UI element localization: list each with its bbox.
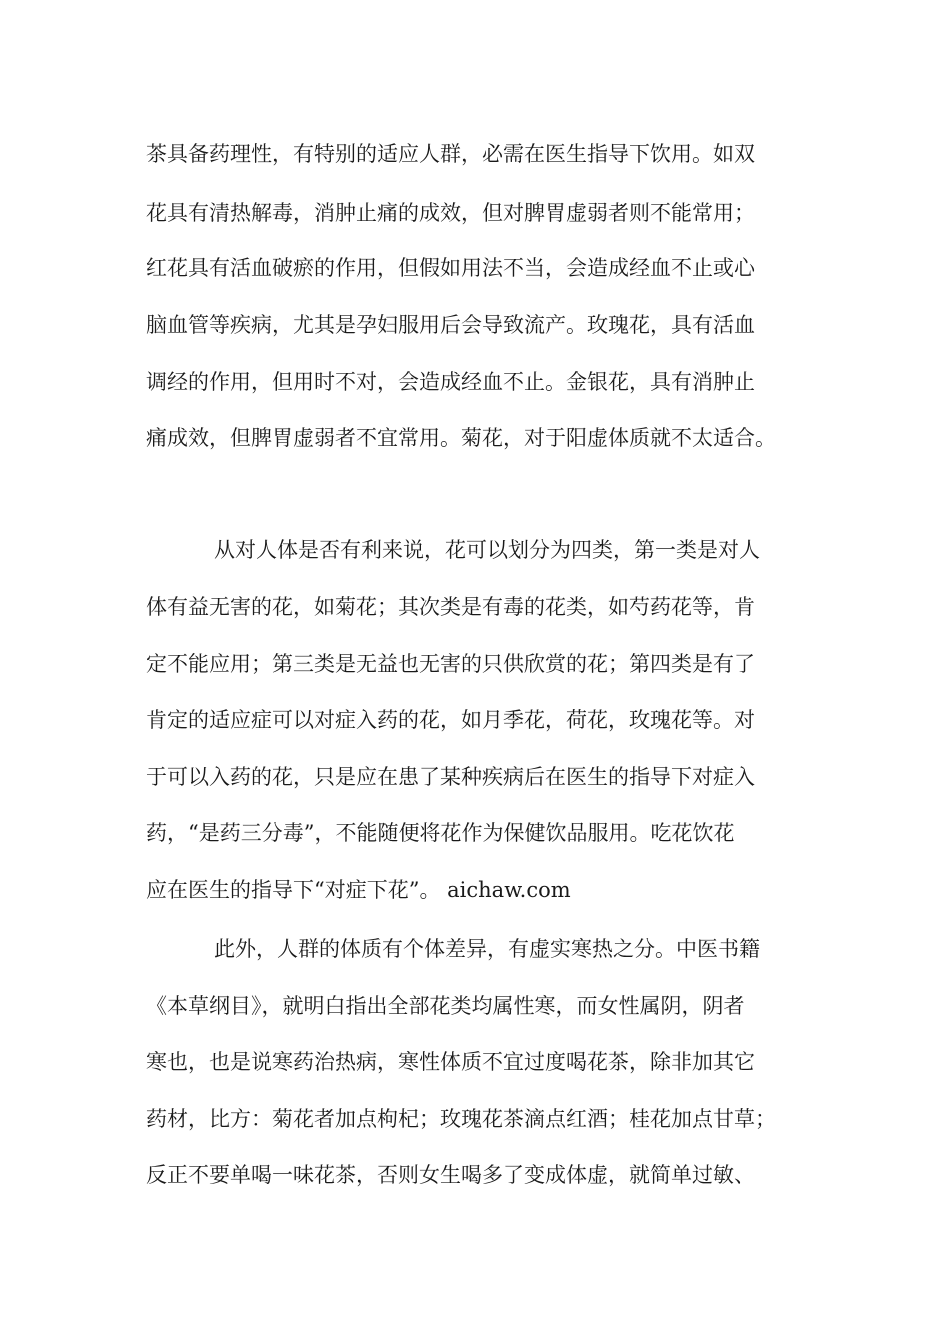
paragraph-line: 《本草纲目》，就明白指出全部花类均属性寒，而女性属阴，阴者 — [146, 994, 745, 1018]
paragraph-line: 花具有清热解毒，消肿止痛的成效，但对脾胃虚弱者则不能常用； — [146, 201, 755, 225]
paragraph-line: 定不能应用；第三类是无益也无害的只供欣赏的花；第四类是有了 — [146, 652, 755, 676]
paragraph-line: 肯定的适应症可以对症入药的花，如月季花，荷花，玫瑰花等。对 — [146, 708, 755, 732]
paragraph-line: 寒也，也是说寒药治热病，寒性体质不宜过度喝花茶，除非加其它 — [146, 1050, 755, 1074]
paragraph-line: 调经的作用，但用时不对，会造成经血不止。金银花，具有消肿止 — [146, 370, 755, 394]
paragraph-line: 痛成效，但脾胃虚弱者不宜常用。菊花，对于阳虚体质就不太适合。 — [146, 426, 776, 450]
paragraph-line: 应在医生的指导下“对症下花”。 aichaw.com — [146, 878, 571, 902]
paragraph-line: 反正不要单喝一味花茶，否则女生喝多了变成体虚，就简单过敏、 — [146, 1163, 755, 1187]
paragraph-line: 体有益无害的花，如菊花；其次类是有毒的花类，如芍药花等，肯 — [146, 595, 755, 619]
paragraph-line: 茶具备药理性，有特别的适应人群，必需在医生指导下饮用。如双 — [146, 142, 755, 166]
paragraph-line: 红花具有活血破瘀的作用，但假如用法不当，会造成经血不止或心 — [146, 256, 755, 280]
paragraph-line: 药，“是药三分毒”，不能随便将花作为保健饮品服用。吃花饮花 — [146, 821, 735, 845]
paragraph-line: 脑血管等疾病，尤其是孕妇服用后会导致流产。玫瑰花，具有活血 — [146, 313, 755, 337]
paragraph-line: 药材，比方：菊花者加点枸杞；玫瑰花茶滴点红酒；桂花加点甘草； — [146, 1107, 776, 1131]
paragraph-line: 于可以入药的花，只是应在患了某种疾病后在医生的指导下对症入 — [146, 765, 755, 789]
paragraph-line: 此外，人群的体质有个体差异，有虚实寒热之分。中医书籍 — [214, 937, 760, 961]
paragraph-line: 从对人体是否有利来说，花可以划分为四类，第一类是对人 — [214, 538, 760, 562]
